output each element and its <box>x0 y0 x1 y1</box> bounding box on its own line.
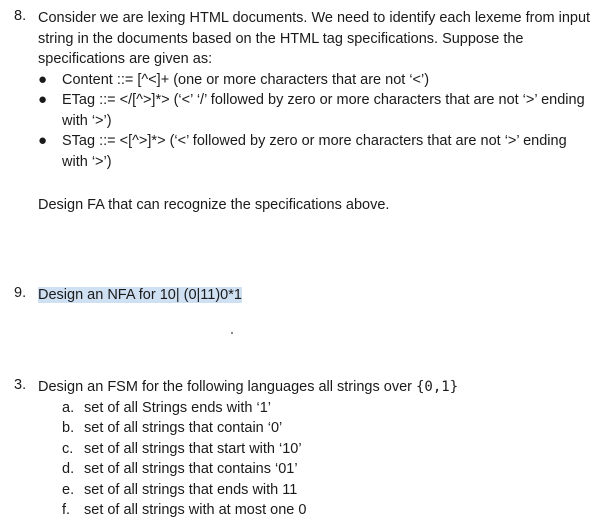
item-text: set of all strings that ends with 11 <box>84 481 298 498</box>
item-text: set of all strings that contains ‘01’ <box>84 461 298 477</box>
list-item <box>62 459 594 480</box>
list-item <box>62 500 594 521</box>
question-3-line <box>38 377 594 398</box>
list-item <box>62 480 594 501</box>
bullet-icon: ● <box>38 132 48 149</box>
alphabet-set: {0,1} <box>416 379 459 395</box>
item-text: set of all strings that contain ‘0’ <box>84 420 283 436</box>
specification-stag: STag ::= <[^>]*> (‘<’ followed by zero or more characters that are not ‘>’ ending with ‘>’) <box>62 133 567 170</box>
item-letter: b. <box>62 420 75 436</box>
list-item <box>62 439 594 460</box>
list-item <box>62 418 594 439</box>
list-item <box>38 90 594 131</box>
question-number: 9. <box>14 285 27 301</box>
bullet-icon: ● <box>38 70 48 88</box>
item-letter: d. <box>62 461 75 477</box>
bullet-icon: ● <box>38 91 48 108</box>
specification-etag: ETag ::= </[^>]*> (‘<’ ‘/’ followed by zero or more characters that are not ‘>’ ending with ‘>’) <box>62 92 585 129</box>
question-8-intro: Consider we are lexing HTML documents. We need to identify each lexeme from input string in the documents based on the HTML tag specifications. Suppose the specifications are given as: <box>38 10 591 67</box>
question-3-text: Design an FSM for the following languages all strings over <box>38 379 416 395</box>
item-text: set of all Strings ends with ‘1’ <box>84 399 271 416</box>
question-9 <box>14 285 594 306</box>
item-letter: c. <box>62 440 74 457</box>
item-letter: a. <box>62 399 75 416</box>
language-list <box>62 398 594 521</box>
item-letter: f. <box>62 502 71 518</box>
question-8 <box>14 8 594 216</box>
list-item <box>62 398 594 419</box>
question-number: 8. <box>14 8 27 24</box>
question-9-text: Design an NFA for 10| (0|11)0*1 <box>38 287 242 303</box>
item-text: set of all strings with at most one 0 <box>84 502 307 518</box>
question-number: 3. <box>14 377 27 393</box>
question-9-line <box>38 285 594 306</box>
specification-list <box>38 70 594 173</box>
item-letter: e. <box>62 481 75 498</box>
list-item <box>38 70 594 91</box>
list-item <box>38 131 594 172</box>
question-3 <box>14 377 594 521</box>
specification-content: Content ::= [^<]+ (one or more characters that are not ‘<’) <box>62 71 430 88</box>
stray-mark <box>231 332 233 334</box>
question-8-task: Design FA that can recognize the specifications above. <box>38 197 390 213</box>
item-text: set of all strings that start with ‘10’ <box>84 440 302 457</box>
